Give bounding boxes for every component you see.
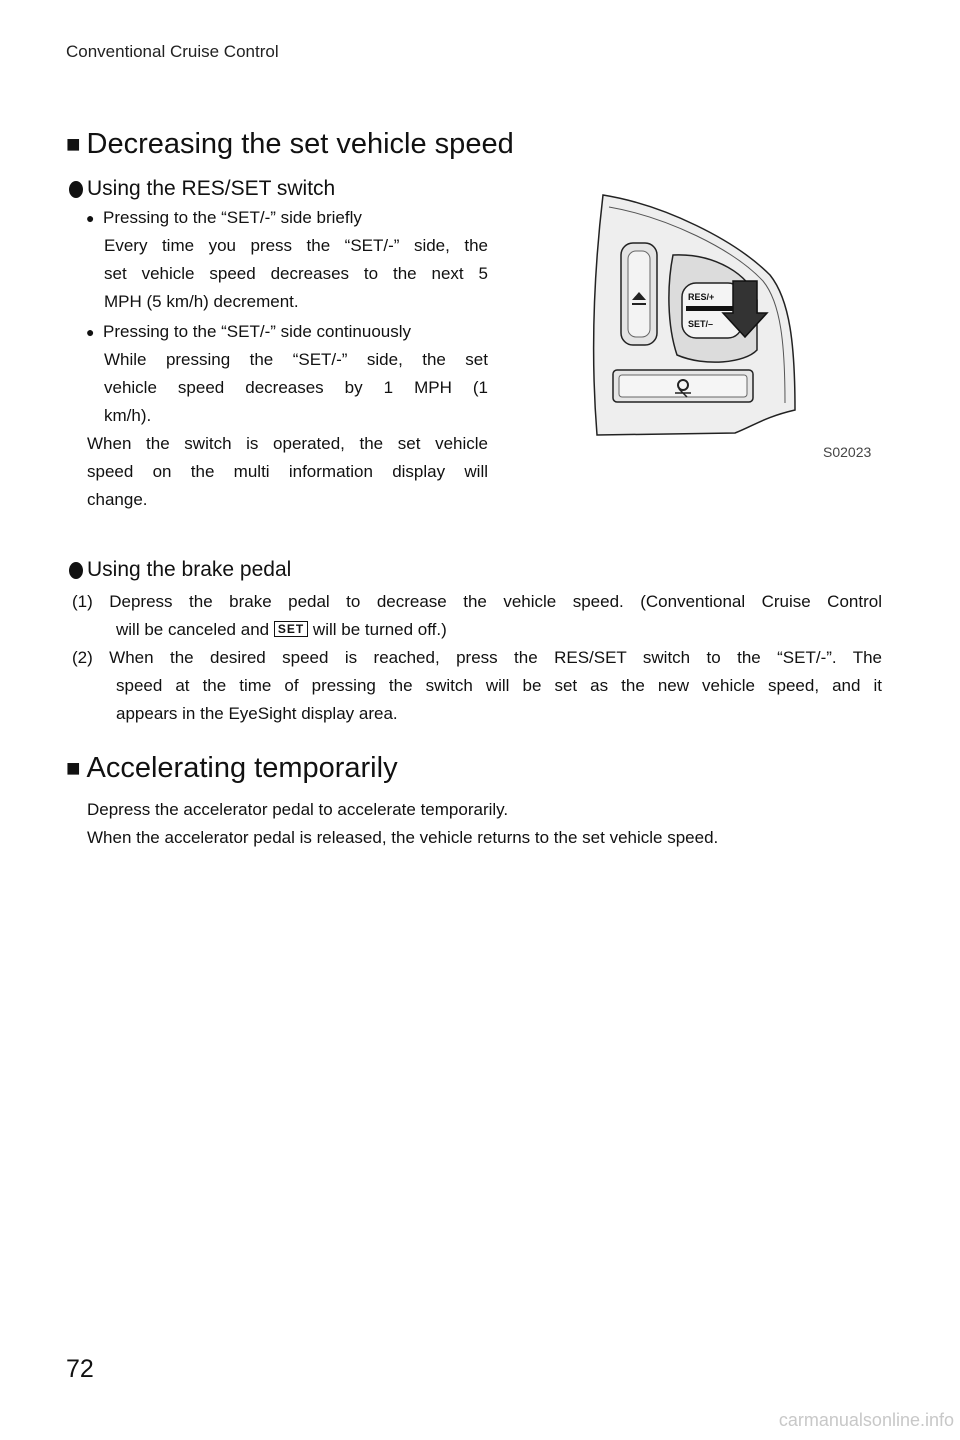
- small-bullet-icon: ●: [86, 210, 95, 226]
- subheading-text: Using the RES/SET switch: [87, 177, 336, 200]
- set-label: SET/–: [688, 319, 714, 329]
- step-2: (2) When the desired speed is reached, press the RES/SET switch to the “SET/-”. The: [72, 648, 882, 667]
- watermark: carmanualsonline.info: [778, 1410, 954, 1430]
- section-heading-decreasing: [66, 128, 514, 161]
- section-title: Decreasing the set vehicle speed: [86, 128, 514, 160]
- round-bullet-icon: [69, 181, 83, 198]
- bullet-item: ● Pressing to the “SET/-” side continuously: [86, 318, 411, 346]
- round-bullet-icon: [69, 562, 83, 579]
- square-bullet-icon: ■: [66, 754, 81, 782]
- step-2-continued: speed at the time of pressing the switch will be set as the new vehicle speed, and it appears in the EyeSight display area.: [116, 676, 882, 723]
- page-number: 72: [66, 1355, 94, 1383]
- section-title: Accelerating temporarily: [86, 752, 398, 784]
- step-1: (1) Depress the brake pedal to decrease the vehicle speed. (Conventional Cruise Control: [72, 592, 882, 611]
- steering-switch-illustration: [585, 185, 810, 445]
- set-indicator-icon: SET: [274, 621, 308, 637]
- paragraph-accelerating: Depress the accelerator pedal to accelerate temporarily. When the accelerator pedal is released, the vehicle returns to the set vehicle speed.: [87, 800, 719, 847]
- paragraph-display-change: When the switch is operated, the set vehicle speed on the multi information display will change.: [87, 434, 488, 509]
- paragraph-continuously: While pressing the “SET/-” side, the set vehicle speed decreases by 1 MPH (1 km/h).: [104, 350, 488, 425]
- paragraph-briefly: Every time you press the “SET/-” side, the set vehicle speed decreases to the next 5 MPH (5 km/h) decrement.: [104, 236, 488, 311]
- section-heading-accelerating: [66, 752, 398, 785]
- square-bullet-icon: ■: [66, 130, 81, 158]
- res-label: RES/+: [688, 292, 715, 302]
- small-bullet-icon: ●: [86, 324, 95, 340]
- figure-code: S02023: [823, 444, 872, 460]
- subheading-text: Using the brake pedal: [87, 558, 292, 581]
- running-header: Conventional Cruise Control: [66, 42, 279, 61]
- step-1-continued: will be canceled and SET will be turned off.): [116, 620, 447, 639]
- bullet-item: ● Pressing to the “SET/-” side briefly: [86, 204, 362, 232]
- subheading-brake-pedal: [69, 558, 291, 582]
- subheading-res-set: [69, 177, 335, 201]
